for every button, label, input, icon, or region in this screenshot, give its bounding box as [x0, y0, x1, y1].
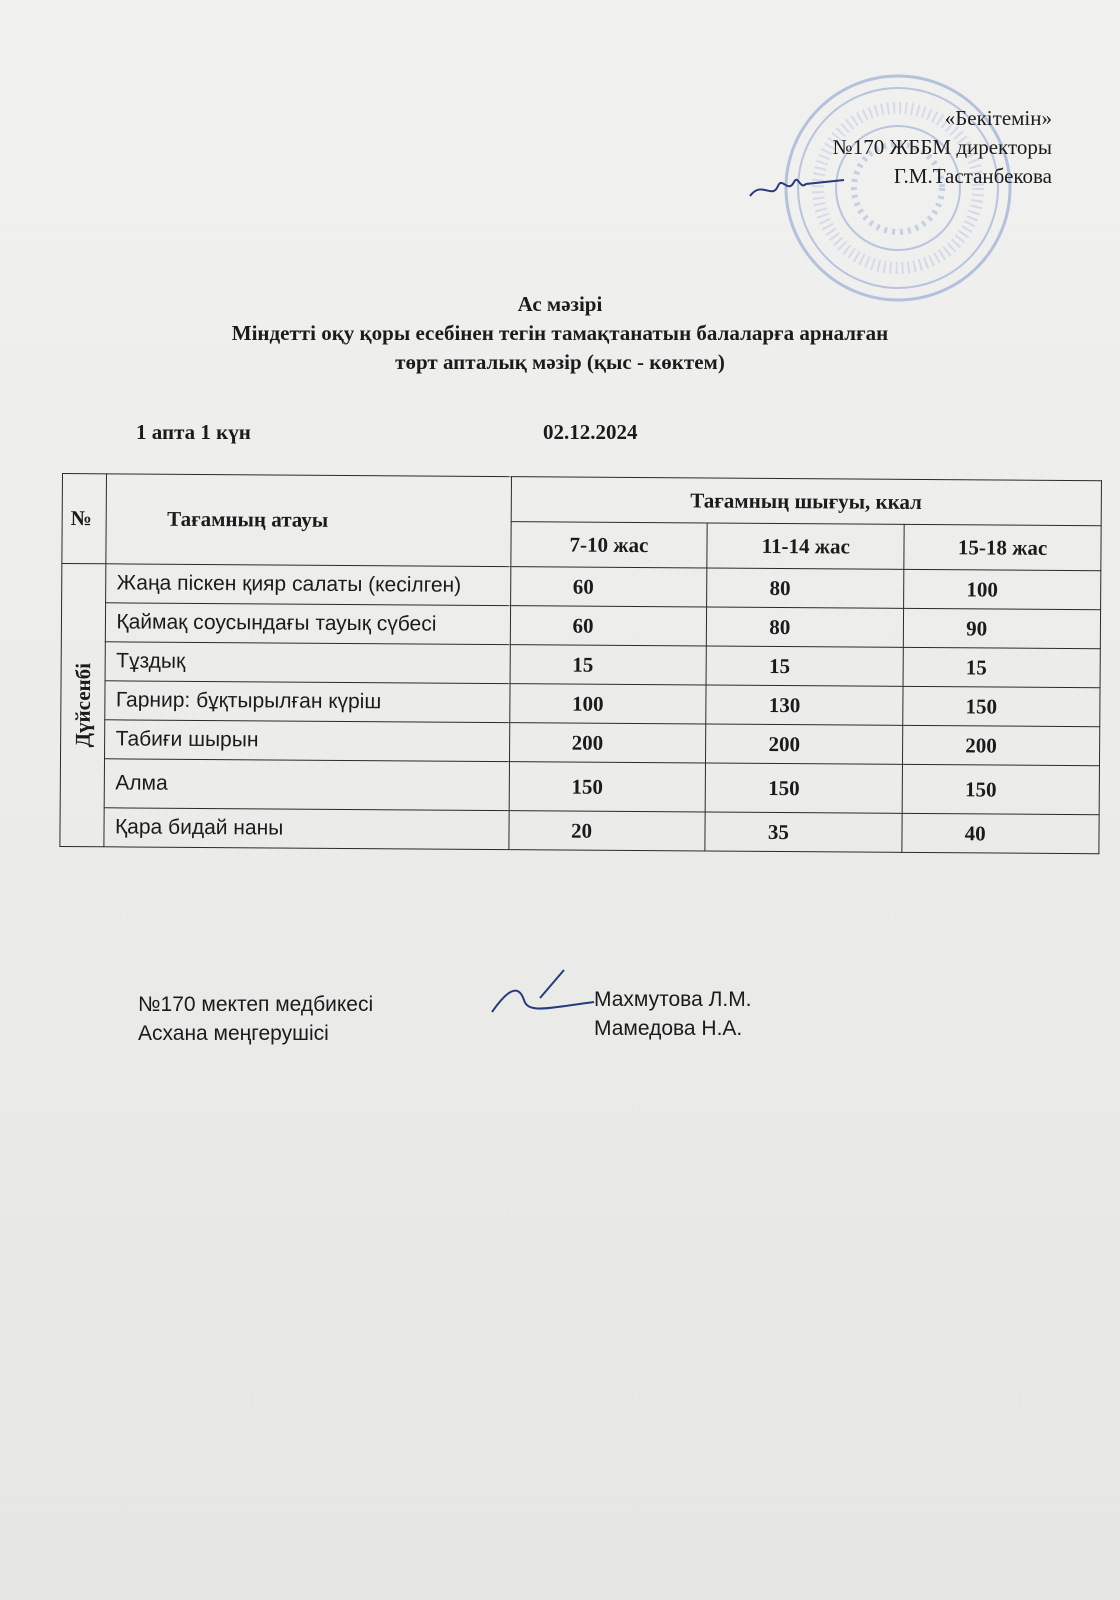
kcal-value: 35	[705, 812, 902, 852]
kcal-value: 20	[508, 811, 705, 851]
nurse-signature	[488, 962, 598, 1022]
footer-names	[594, 985, 752, 1043]
dish-name: Қаймақ соусындағы тауық сүбесі	[106, 603, 510, 645]
week-day-label: 1 апта 1 күн	[136, 420, 251, 444]
kcal-value: 150	[509, 762, 706, 812]
dish-name: Гарнир: бұқтырылған күріш	[105, 681, 509, 723]
kcal-value: 80	[707, 568, 904, 608]
dish-name: Жаңа піскен қияр салаты (кесілген)	[106, 564, 510, 606]
header-age-group: 11-14 жас	[707, 523, 904, 569]
footer-roles	[138, 990, 373, 1048]
menu-table	[59, 473, 1102, 854]
header-output: Тағамның шығуы, ккал	[511, 477, 1102, 526]
dish-name: Алма	[105, 759, 509, 811]
header-age-group: 7-10 жас	[510, 522, 707, 568]
kcal-value: 150	[706, 763, 903, 813]
kcal-value: 80	[707, 607, 904, 647]
header-number: №	[62, 474, 107, 564]
kcal-value: 150	[902, 764, 1099, 814]
kcal-value: 100	[904, 569, 1101, 609]
canteen-manager-label: Асхана меңгерушісі	[138, 1022, 329, 1045]
approval-block	[833, 104, 1052, 191]
title-line-2: Міндетті оқу қоры есебінен тегін тамақтанатын балаларға арналған	[231, 321, 889, 345]
director-signature	[748, 160, 848, 208]
kcal-value: 130	[706, 685, 903, 725]
kcal-value: 150	[903, 686, 1100, 726]
day-of-week-cell	[60, 564, 106, 847]
approval-heading: «Бекітемін»	[944, 106, 1052, 130]
dish-name: Табиғи шырын	[105, 720, 509, 762]
approval-position: №170 ЖББМ директоры	[832, 135, 1052, 159]
kcal-value: 100	[509, 684, 706, 724]
nurse-name: Махмутова Л.М.	[594, 988, 752, 1011]
kcal-value: 90	[903, 608, 1100, 648]
dish-name: Тұздық	[106, 642, 510, 684]
document-title	[0, 290, 1120, 377]
header-dish-name: Тағамның атауы	[106, 474, 511, 567]
table-row	[60, 758, 1099, 814]
kcal-value: 200	[509, 723, 706, 763]
dish-name: Қара бидай наны	[104, 808, 508, 850]
kcal-value: 15	[903, 647, 1100, 687]
approval-director-name: Г.М.Тастанбекова	[893, 164, 1052, 188]
kcal-value: 60	[510, 567, 707, 607]
menu-date: 02.12.2024	[543, 420, 638, 444]
header-age-group: 15-18 жас	[904, 524, 1101, 570]
day-of-week-label: Дүйсенбі	[70, 662, 95, 748]
table-row	[60, 807, 1099, 853]
canteen-manager-name: Мамедова Н.А.	[594, 1017, 743, 1040]
title-line-1: Ас мәзірі	[517, 292, 603, 316]
kcal-value: 40	[902, 813, 1099, 853]
kcal-value: 200	[706, 724, 903, 764]
nurse-label: №170 мектеп медбикесі	[138, 993, 374, 1016]
title-line-3: төрт апталық мәзір (қыс - көктем)	[395, 350, 725, 374]
kcal-value: 15	[510, 645, 707, 685]
kcal-value: 15	[706, 646, 903, 686]
kcal-value: 60	[510, 606, 707, 646]
kcal-value: 200	[903, 725, 1100, 765]
table-header-row	[62, 474, 1101, 526]
